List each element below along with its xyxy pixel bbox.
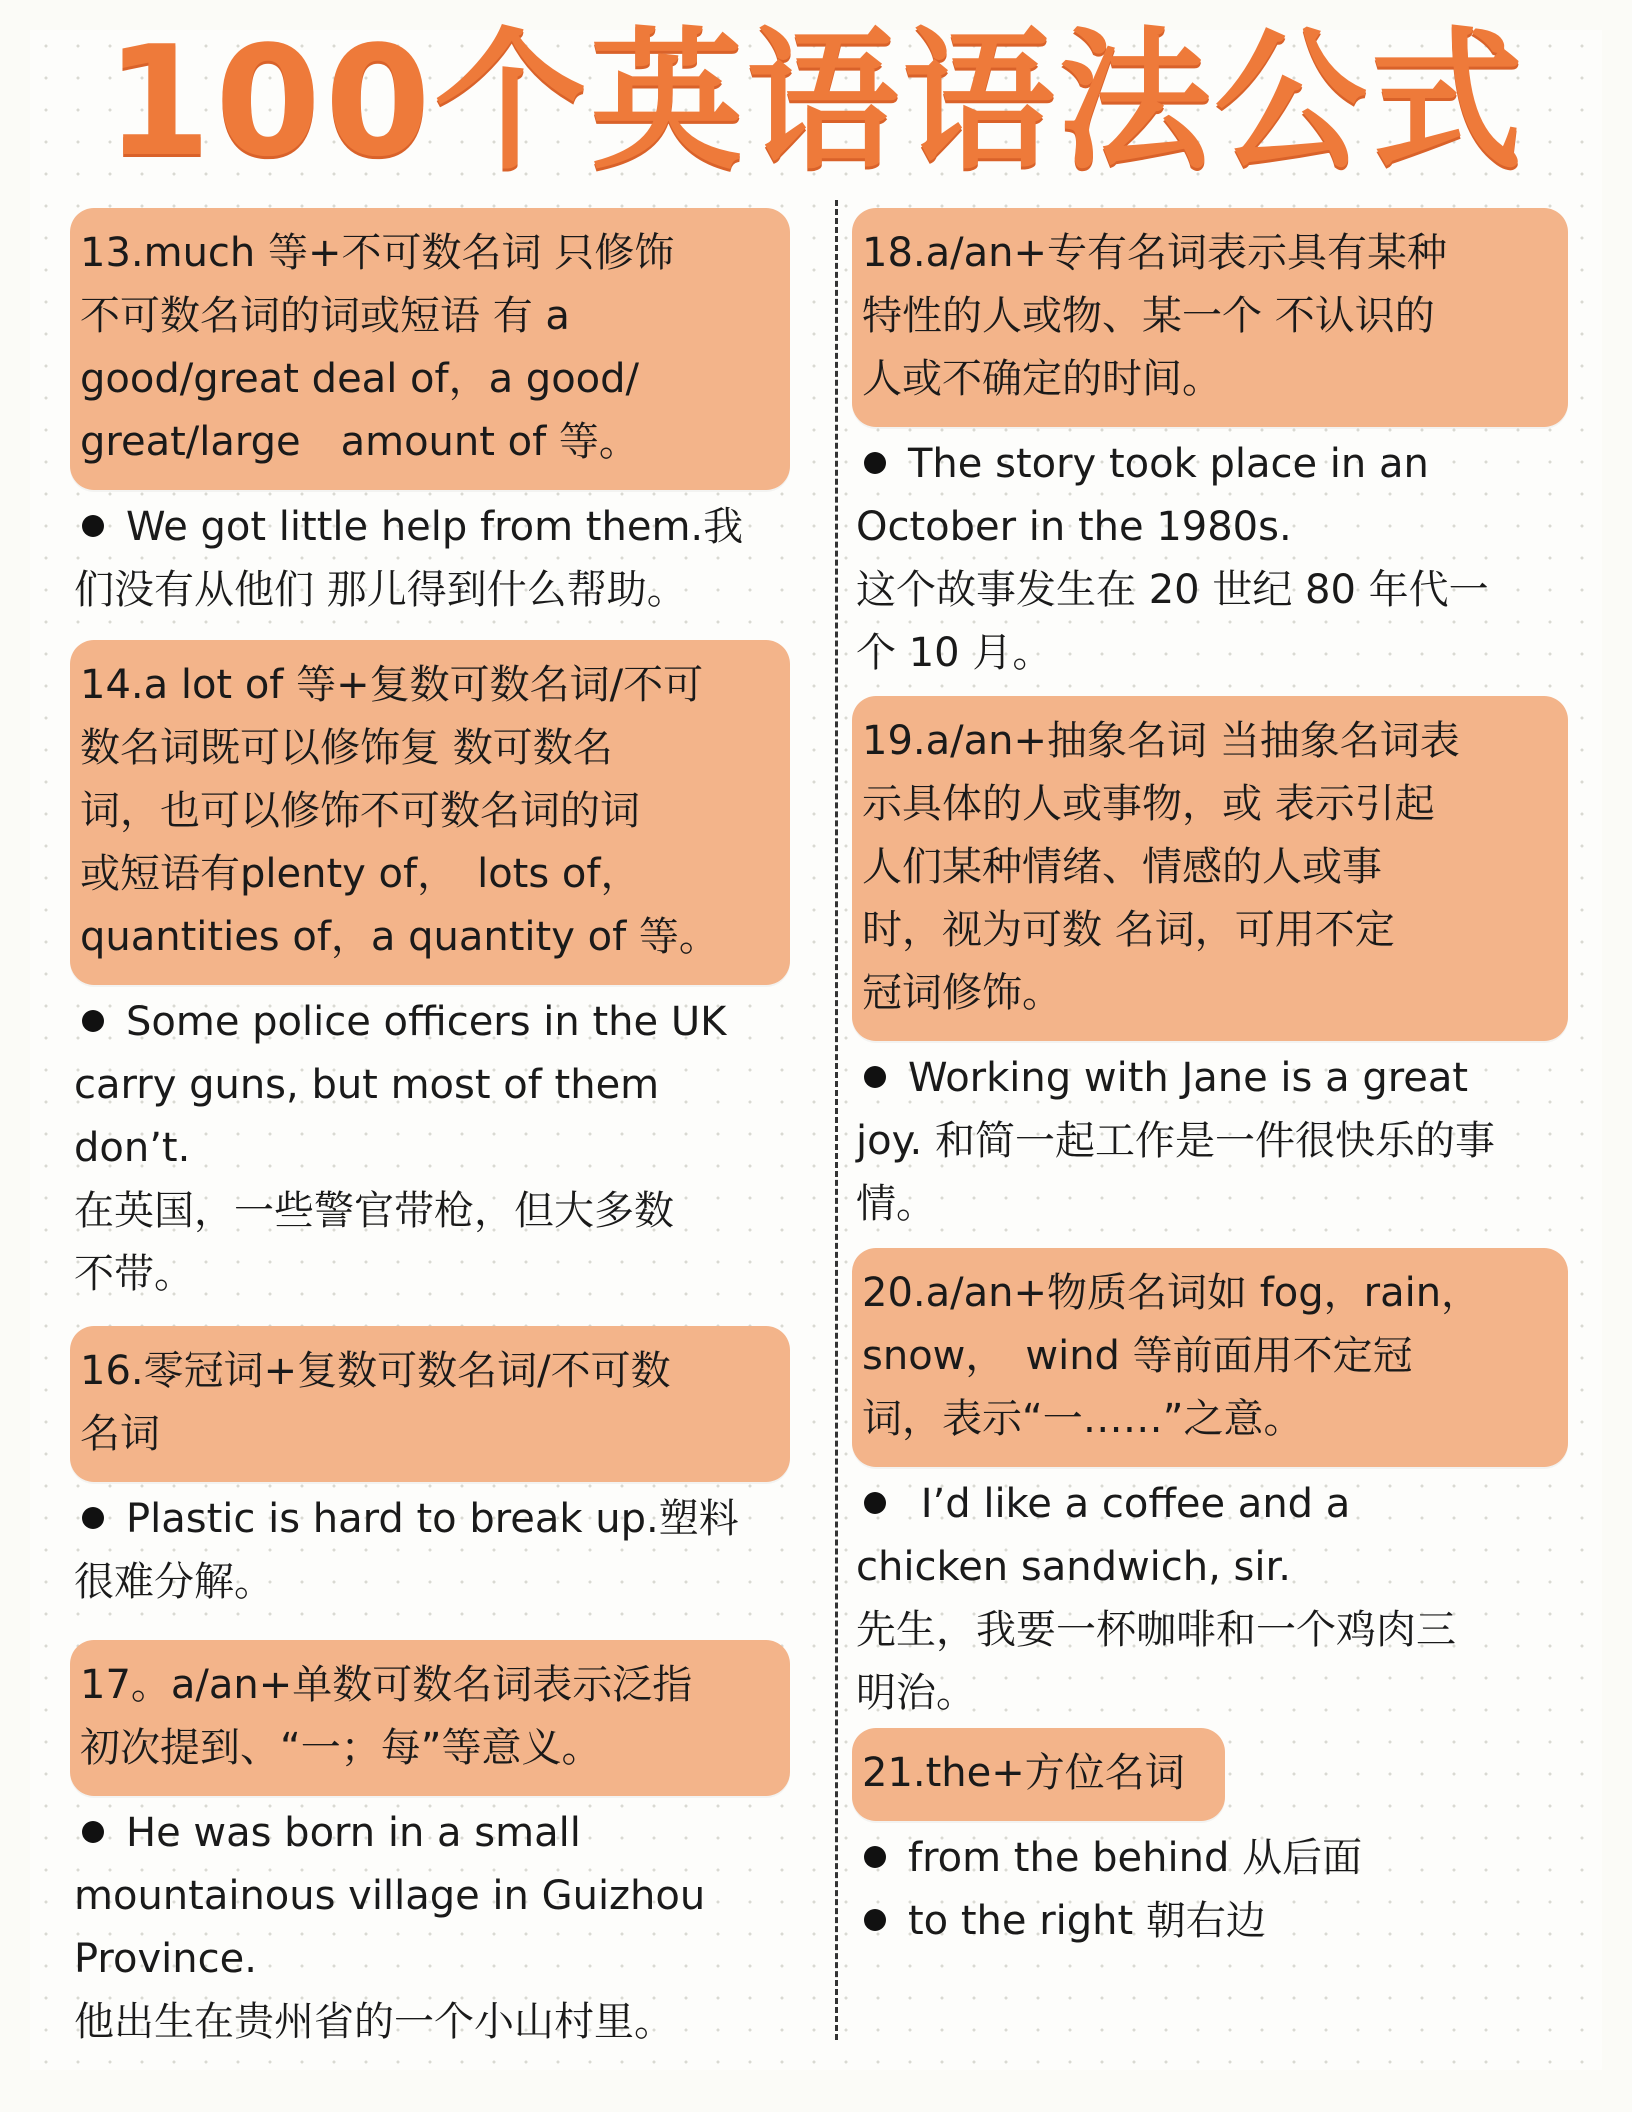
example-line: don’t. — [74, 1125, 191, 1171]
bullet-icon — [82, 1010, 104, 1032]
example-line: to the right 朝右边 — [856, 1890, 1362, 1953]
rule-box-20 — [852, 1248, 1568, 1467]
bullet-icon — [82, 1821, 104, 1843]
bullet-icon — [864, 1066, 886, 1088]
example-line: Working with Jane is a great — [856, 1047, 1564, 1110]
rule-line: great/large amount of 等。 — [80, 419, 639, 465]
example-line: 这个故事发生在 20 世纪 80 年代一 — [856, 567, 1489, 613]
example-line: October in the 1980s. — [856, 504, 1292, 550]
bullet-icon — [864, 1909, 886, 1931]
rule-box-19 — [852, 696, 1568, 1041]
rule-line: 词，也可以修饰不可数名词的词 — [80, 788, 640, 834]
rule-line: 18.a/an+专有名词表示具有某种 — [862, 230, 1447, 276]
rule-box-21 — [852, 1728, 1225, 1821]
rule-line: 20.a/an+物质名词如 fog，rain， — [862, 1270, 1482, 1316]
rule-line: snow， wind 等前面用不定冠 — [862, 1333, 1413, 1379]
rule-line: 或短语有plenty of， lots of， — [80, 851, 641, 897]
rule-line: 17。a/an+单数可数名词表示泛指 — [80, 1662, 693, 1708]
rule-box-13 — [70, 208, 790, 490]
example-line: We got little help from them.我 — [74, 496, 786, 559]
example-19 — [852, 1041, 1568, 1236]
example-line: carry guns, but most of them — [74, 1062, 660, 1108]
rule-box-17 — [70, 1640, 790, 1796]
rule-line: 初次提到、“一；每”等意义。 — [80, 1725, 602, 1771]
bullet-icon — [864, 452, 886, 474]
section-19 — [852, 696, 1568, 1236]
rule-line: 时，视为可数 名词，可用不定 — [862, 907, 1395, 953]
rule-box-16 — [70, 1326, 790, 1482]
example-line: chicken sandwich, sir. — [856, 1544, 1291, 1590]
rule-box-14 — [70, 640, 790, 985]
section-16 — [70, 1326, 790, 1614]
bullet-icon — [82, 515, 104, 537]
section-21 — [852, 1728, 1366, 1953]
example-21 — [852, 1821, 1366, 1953]
example-18 — [852, 427, 1568, 685]
example-17 — [70, 1796, 790, 2054]
bullet-icon — [864, 1492, 886, 1514]
rule-line: 名词 — [80, 1411, 160, 1457]
example-16 — [70, 1482, 790, 1614]
section-18 — [852, 208, 1568, 685]
example-line: I’d like a coffee and a — [856, 1473, 1564, 1536]
rule-line: 人或不确定的时间。 — [862, 356, 1222, 402]
bullet-icon — [864, 1846, 886, 1868]
example-13 — [70, 490, 790, 622]
example-line: joy. 和简一起工作是一件很快乐的事 — [856, 1118, 1495, 1164]
rule-line: 21.the+方位名词 — [862, 1750, 1185, 1796]
rule-line: 示具体的人或事物，或 表示引起 — [862, 781, 1435, 827]
example-line: 明治。 — [856, 1670, 976, 1716]
rule-line: 13.much 等+不可数名词 只修饰 — [80, 230, 675, 276]
rule-line: 人们某种情绪、情感的人或事 — [862, 844, 1382, 890]
rule-line: 数名词既可以修饰复 数可数名 — [80, 725, 613, 771]
rule-line: good/great deal of，a good/ — [80, 356, 640, 402]
page-title: 100个英语语法公式 — [105, 13, 1527, 190]
section-14 — [70, 640, 790, 1306]
rule-box-18 — [852, 208, 1568, 427]
example-line: He was born in a small — [74, 1802, 786, 1865]
section-20 — [852, 1248, 1568, 1725]
section-13 — [70, 208, 790, 622]
rule-line: 冠词修饰。 — [862, 970, 1062, 1016]
rule-line: 词，表示“一……”之意。 — [862, 1396, 1304, 1442]
example-line: Some police officers in the UK — [74, 991, 786, 1054]
example-line: 们没有从他们 那儿得到什么帮助。 — [74, 567, 687, 613]
example-line: 个 10 月。 — [856, 630, 1053, 676]
example-line: mountainous village in Guizhou — [74, 1873, 706, 1919]
example-line: 不带。 — [74, 1251, 194, 1297]
example-line: 在英国，一些警官带枪，但大多数 — [74, 1188, 674, 1234]
rule-line: 特性的人或物、某一个 不认识的 — [862, 293, 1435, 339]
example-line: 先生，我要一杯咖啡和一个鸡肉三 — [856, 1607, 1456, 1653]
rule-line: 16.零冠词+复数可数名词/不可数 — [80, 1348, 671, 1394]
rule-line: 14.a lot of 等+复数可数名词/不可 — [80, 662, 704, 708]
example-line: 情。 — [856, 1181, 936, 1227]
example-line: Province. — [74, 1936, 257, 1982]
example-line: 他出生在贵州省的一个小山村里。 — [74, 1999, 674, 2045]
example-20 — [852, 1467, 1568, 1725]
column-divider — [835, 200, 838, 2040]
rule-line: 19.a/an+抽象名词 当抽象名词表 — [862, 718, 1460, 764]
example-line: Plastic is hard to break up.塑料 — [74, 1488, 786, 1551]
example-line: The story took place in an — [856, 433, 1564, 496]
example-line: from the behind 从后面 — [856, 1827, 1362, 1890]
example-line: 很难分解。 — [74, 1559, 274, 1605]
example-14 — [70, 985, 790, 1306]
bullet-icon — [82, 1507, 104, 1529]
rule-line: quantities of，a quantity of 等。 — [80, 914, 719, 960]
rule-line: 不可数名词的词或短语 有 a — [80, 293, 570, 339]
section-17 — [70, 1640, 790, 2054]
